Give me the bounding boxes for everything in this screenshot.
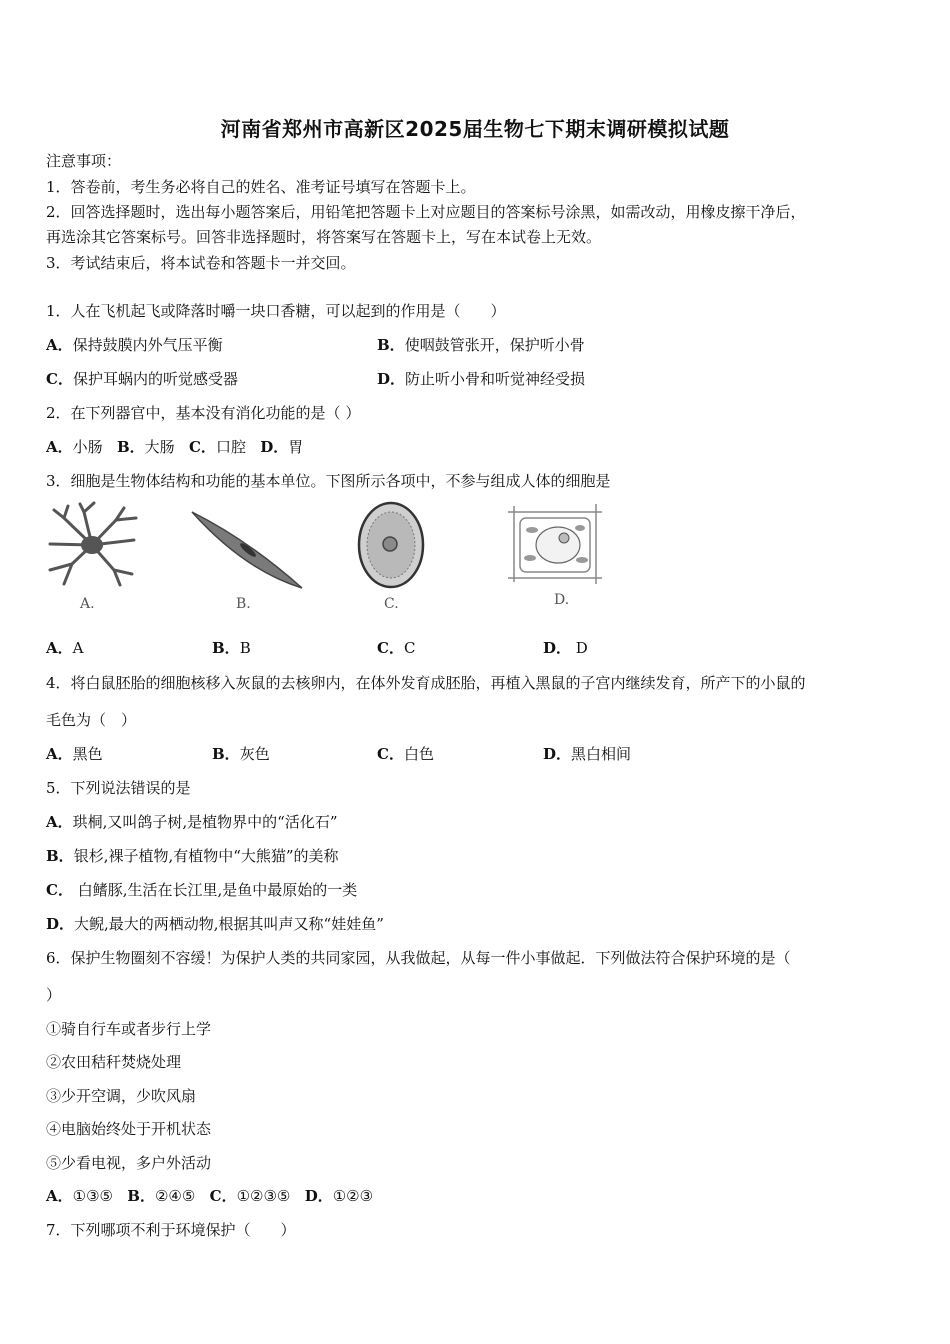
figure-label-c: C.: [384, 596, 399, 612]
notice-item: 3．考试结束后，将本试卷和答题卡一并交回。: [46, 254, 356, 272]
question-7-stem: 7．下列哪项不利于环境保护（ ）: [46, 1221, 296, 1239]
question-2-stem: 2．在下列器官中，基本没有消化功能的是（ ）: [46, 404, 361, 422]
q3-option-b: B．B: [212, 639, 251, 657]
q4-option-a: A．黑色: [46, 745, 103, 763]
question-5-stem: 5．下列说法错误的是: [46, 779, 191, 797]
q1-option-d: D．防止听小骨和听觉神经受损: [377, 370, 586, 388]
q3-option-d: D． D: [543, 639, 588, 657]
q6-item: ③少开空调，少吹风扇: [46, 1087, 197, 1105]
q3-option-a: A．A: [46, 639, 84, 657]
muscle-cell-figure: [188, 500, 308, 592]
question-3-stem: 3．细胞是生物体结构和功能的基本单位。下图所示各项中，不参与组成人体的细胞是: [46, 472, 611, 490]
q5-option-b: B．银杉,裸子植物,有植物中“大熊猫”的美称: [46, 847, 339, 865]
plant-cell-figure: [506, 502, 604, 586]
neuron-cell-figure: [44, 500, 144, 590]
q6-item: ④电脑始终处于开机状态: [46, 1120, 212, 1138]
notice-item: 再选涂其它答案标号。回答非选择题时，将答案写在答题卡上，写在本试卷上无效。: [46, 228, 602, 246]
q4-option-d: D．黑白相间: [543, 745, 632, 763]
notice-item: 1．答卷前，考生务必将自己的姓名、准考证号填写在答题卡上。: [46, 178, 476, 196]
q6-item: ②农田秸秆焚烧处理: [46, 1053, 182, 1071]
figure-label-d: D.: [554, 592, 570, 608]
question-6-stem: 6．保护生物圈刻不容缓！为保护人类的共同家园，从我做起，从每一件小事做起．下列做法符合保护环境的是（: [46, 949, 791, 967]
question-1-stem: 1．人在飞机起飞或降落时嚼一块口香糖，可以起到的作用是（ ）: [46, 302, 506, 320]
figure-label-b: B.: [236, 596, 251, 612]
q1-option-a: A．保持鼓膜内外气压平衡: [46, 336, 223, 354]
question-6-stem-cont: ）: [46, 986, 62, 1004]
notice-item: 2．回答选择题时，选出每小题答案后，用铅笔把答题卡上对应题目的答案标号涂黑，如需改动，用橡皮擦干净后，: [46, 203, 806, 221]
question-4-stem-cont: 毛色为（ ）: [46, 711, 137, 729]
q5-option-c: C． 白鳍豚,生活在长江里,是鱼中最原始的一类: [46, 881, 358, 899]
q5-option-a: A．珙桐,又叫鸽子树,是植物界中的“活化石”: [46, 813, 338, 831]
q1-option-b: B．使咽鼓管张开，保护听小骨: [377, 336, 585, 354]
q6-options: A．①③⑤ B．②④⑤ C．①②③⑤ D．①②③: [46, 1187, 374, 1205]
q3-option-c: C．C: [377, 639, 416, 657]
q1-option-c: C．保护耳蜗内的听觉感受器: [46, 370, 238, 388]
q2-options: A．小肠 B．大肠 C．口腔 D．胃: [46, 438, 304, 456]
q6-item: ①骑自行车或者步行上学: [46, 1020, 212, 1038]
page-title: 河南省郑州市高新区2025届生物七下期末调研模拟试题: [220, 117, 730, 141]
q4-option-c: C．白色: [377, 745, 434, 763]
q5-option-d: D．大鲵,最大的两栖动物,根据其叫声又称“娃娃鱼”: [46, 915, 384, 933]
figure-label-a: A.: [80, 596, 95, 612]
question-4-stem: 4．将白鼠胚胎的细胞核移入灰鼠的去核卵内，在体外发育成胚胎，再植入黑鼠的子宫内继续发育，所产下的小鼠的: [46, 674, 806, 692]
notice-heading: 注意事项：: [46, 152, 122, 170]
round-cell-figure: [354, 498, 428, 592]
q6-item: ⑤少看电视，多户外活动: [46, 1154, 212, 1172]
q4-option-b: B．灰色: [212, 745, 270, 763]
